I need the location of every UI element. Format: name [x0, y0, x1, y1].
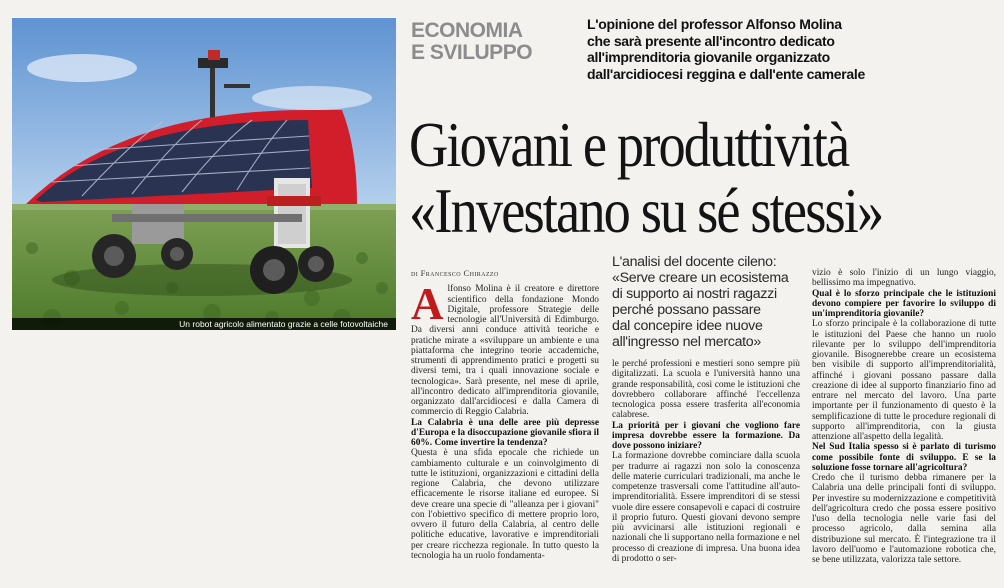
agricultural-robot-image — [12, 18, 396, 330]
interview-question: Qual è lo sforzo principale che le istituzioni devono compiere per favorire lo sviluppo di un'imprenditoria giovanile? — [812, 288, 996, 319]
deck-line: L'opinione del professor Alfonso Molina — [587, 16, 842, 32]
byline: di Francesco Chirazzo — [411, 268, 499, 278]
interview-answer: Questa è una sfida epocale che richiede un cambiamento culturale e un coinvolgimento di tutte le istituzioni, organizzazioni e cittadini della regione Calabria, che devono utilizzare efficacemente le risorse italiane ed europee. Si deve creare una specie di "alleanza per i giovani" con l'obiettivo specifico di mettere proprio loro, ovvero il futuro della Calabria, al centro delle politiche educative, lavorative e imprenditoriali per creare ricchezza regionale. In tutto questo la tecnologia ha un ruolo fondamenta- — [411, 448, 599, 561]
article-column-3 — [812, 268, 996, 565]
interview-answer: Credo che il turismo debba rimanere per la Calabria una delle principali fonti di sviluppo. Per investire su modernizzazione e competitività dell'agricoltura credo che possa essere positivo l'uso della tecnologia nelle varie fasi del processo agricolo, dalla semina alla distribuzione sul mercato. È l'integrazione tra il lavoro dell'uomo e l'automazione robotica che, se bene utilizzata, valorizza tale settore. — [812, 473, 996, 565]
article-headline — [409, 109, 911, 246]
article-deck — [587, 16, 897, 82]
article-column-1 — [411, 268, 599, 561]
section-kicker — [411, 20, 561, 64]
headline-line-2: «Investano su sé stessi» — [409, 175, 883, 246]
pull-quote-line: perché possano passare — [612, 302, 761, 318]
intro-text: lfonso Molina è il creatore e direttore scientifico della fondazione Mondo Digitale, professore Strategie delle tecnologie all'Università di Edimburgo. Da diversi anni conduce attività teoriche e pratiche mirate a «sviluppare un ambiente e una piattaforma che integrino teorie accademiche, strumenti di apprendimento pratici e progetti su diversi temi, tra i quali innovazione sociale e tecnologica». Sarà presente, nel mese di aprile, all'incontro dedicato all'imprenditoria giovanile, organizzato dall'arcidiocesi e dalla Camera di commercio di Reggio Calabria. — [411, 284, 599, 418]
interview-answer: Lo sforzo principale è la collaborazione di tutte le istituzioni del Paese che hanno un ruolo rilevante per lo sviluppo dell'imprenditoria giovanile. Bisognerebbe creare un ecosistema ben visibile di supporto all'imprenditorialità, affinché i giovani possano passare dalla creazione di idee al supporto finanziario fino ad entrare nel mercato del lavoro. Una parte importante per il funzionamento di questo è la semplificazione di tutte le procedure regionali di supporto all'imprenditoria, con la giusta attenzione all'aspetto della legalità. — [812, 319, 996, 442]
interview-question: La Calabria è una delle aree più depresse d'Europa e la disoccupazione giovanile sfiora il 60%. Come invertire la tendenza? — [411, 417, 599, 448]
drop-cap: A — [411, 279, 444, 330]
pull-quote-line: di supporto ai nostri ragazzi — [612, 286, 777, 302]
body-paragraph: le perché professioni e mestieri sono sempre più digitalizzati. La scuola e l'università hanno una grande responsabilità, così come le istituzioni che dovrebbero collaborare affinché l'eccellenza tecnologica possa essere trasferita all'economia calabrese. — [612, 359, 800, 421]
intro-paragraph — [411, 279, 599, 418]
body-paragraph: vizio è solo l'inizio di un lungo viaggio, bellissimo ma impegnativo. — [812, 268, 996, 289]
article-column-2 — [612, 254, 800, 564]
headline-line-1: Giovani e produttività — [409, 109, 849, 180]
deck-line: che sarà presente all'incontro dedicato — [587, 32, 835, 49]
photo-caption: Un robot agricolo alimentato grazie a celle fotovoltaiche — [12, 318, 396, 330]
pull-quote-line: L'analisi del docente cileno: — [612, 254, 777, 270]
deck-line: all'imprenditoria giovanile organizzato — [587, 49, 830, 66]
pull-quote-line: «Serve creare un ecosistema — [612, 270, 789, 286]
pull-quote — [612, 254, 800, 350]
kicker-line-1: ECONOMIA — [411, 19, 523, 42]
interview-answer: La formazione dovrebbe cominciare dalla scuola per tradurre ai ragazzi non solo la conoscenza delle materie curriculari tradizionali, ma anche le competenze trasversali come l'attitudine all'auto-imprenditorialità. Essere imprenditori di se stessi vuole dire essere consapevoli e capaci di costruire il proprio futuro. Questi giovani devono sempre più avvicinarsi alle istituzioni regionali e nazionali che li supportano nella formazione e nel processo di creazione di impresa. Una buona idea di prodotto o ser- — [612, 451, 800, 564]
deck-line: dall'arcidiocesi reggina e dall'ente camerale — [587, 65, 865, 82]
interview-question: Nel Sud Italia spesso si è parlato di turismo come possibile fonte di sviluppo. E se la soluzione fosse tornare all'agricoltura? — [812, 442, 996, 473]
pull-quote-line: all'ingresso nel mercato» — [612, 334, 761, 350]
kicker-line-2: E SVILUPPO — [411, 41, 533, 64]
robot-photo — [12, 18, 396, 330]
pull-quote-line: dal concepire idee nuove — [612, 318, 763, 334]
interview-question: La priorità per i giovani che vogliono fare impresa dovrebbe essere la formazione. Da dove possono iniziare? — [612, 420, 800, 451]
